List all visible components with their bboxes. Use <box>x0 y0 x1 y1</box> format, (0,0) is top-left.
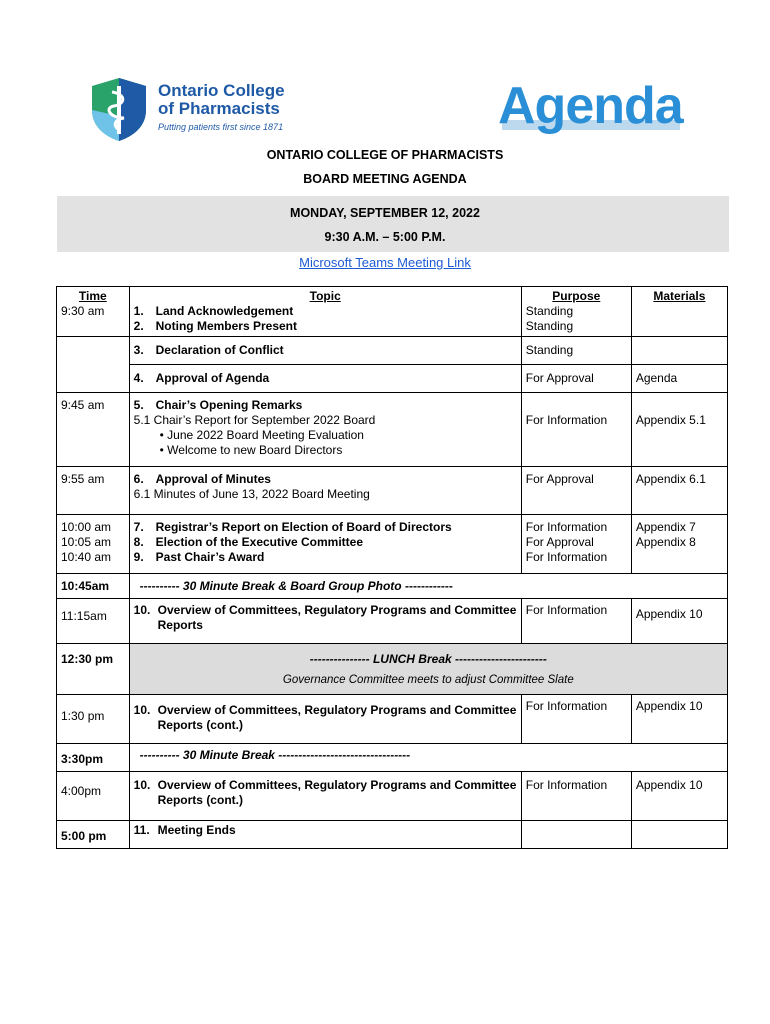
topic-cell: 4. Approval of Agenda <box>129 365 521 393</box>
time-value: 10:40 am <box>61 550 112 564</box>
agenda-item: Approval of Agenda <box>155 371 270 385</box>
time-cell: 4:00pm <box>57 772 130 821</box>
topic-cell: 11. Meeting Ends <box>129 821 521 849</box>
topic-cell: 6. Approval of Minutes 6.1 Minutes of June 13, 2022 Board Meeting <box>129 467 521 515</box>
table-row <box>57 287 728 337</box>
table-row <box>57 599 728 644</box>
table-row <box>57 574 728 599</box>
purpose-cell: For Information For Approval For Information <box>521 515 631 574</box>
materials-cell <box>631 337 727 365</box>
topic-cell: 10. Overview of Committees, Regulatory Programs and Committee Reports (cont.) <box>129 772 521 821</box>
org-tagline: Putting patients first since 1871 <box>158 122 284 132</box>
agenda-wordmark: Agenda <box>498 77 683 135</box>
materials-cell: Agenda <box>631 365 727 393</box>
purpose-cell: For Information <box>521 599 631 644</box>
header-purpose: Purpose <box>552 289 601 303</box>
topic-cell: 10. Overview of Committees, Regulatory Programs and Committee Reports (cont.) <box>129 695 521 744</box>
time-cell: 10:45am <box>57 574 130 599</box>
materials-cell: Appendix 10 <box>631 599 727 644</box>
ocp-logo <box>90 76 310 146</box>
table-row <box>57 467 728 515</box>
table-row <box>57 337 728 365</box>
agenda-item: Approval of Minutes <box>155 472 271 486</box>
sub-item: 6.1 Minutes of June 13, 2022 Board Meeting <box>133 487 370 501</box>
agenda-item: Overview of Committees, Regulatory Programs and Committee Reports <box>157 603 517 632</box>
purpose-cell: For Information <box>521 772 631 821</box>
purpose-cell: For Approval <box>521 467 631 515</box>
purpose-value: Standing <box>525 304 574 318</box>
agenda-item: Declaration of Conflict <box>155 343 284 357</box>
doc-title: BOARD MEETING AGENDA <box>303 172 467 186</box>
time-cell: 11:15am <box>57 599 130 644</box>
table-row <box>57 821 728 849</box>
time-cell <box>57 365 130 393</box>
header-time: Time <box>78 289 107 303</box>
materials-cell: Appendix 10 <box>631 695 727 744</box>
time-cell: 9:55 am <box>57 467 130 515</box>
header-materials: Materials <box>653 289 706 303</box>
materials-cell <box>631 287 727 337</box>
meeting-date: MONDAY, SEPTEMBER 12, 2022 <box>290 206 480 220</box>
agenda-item: 7. Registrar’s Report on Election of Board of Directors <box>133 520 452 534</box>
topic-cell: 5. Chair’s Opening Remarks 5.1 Chair’s Report for September 2022 Board • June 2022 Board Meeting Evaluation • Welcome to new Board Directors <box>129 393 521 467</box>
org-name <box>158 82 285 118</box>
time-cell: 1:30 pm <box>57 695 130 744</box>
purpose-cell: For Information <box>521 393 631 467</box>
agenda-item: 1. Land Acknowledgement <box>133 304 294 318</box>
topic-cell <box>129 515 521 574</box>
agenda-item: Overview of Committees, Regulatory Programs and Committee Reports (cont.) <box>157 703 517 732</box>
materials-cell: Appendix 6.1 <box>631 467 727 515</box>
agenda-item: 9. Past Chair’s Award <box>133 550 265 564</box>
topic-cell: 10. Overview of Committees, Regulatory Programs and Committee Reports <box>129 599 521 644</box>
shield-logo-icon <box>90 76 148 142</box>
meeting-time: 9:30 A.M. – 5:00 P.M. <box>324 230 446 244</box>
purpose-cell: For Information <box>521 695 631 744</box>
purpose-cell <box>521 821 631 849</box>
time-cell <box>57 515 130 574</box>
table-row <box>57 393 728 467</box>
agenda-item: Chair’s Opening Remarks <box>155 398 303 412</box>
table-row <box>57 365 728 393</box>
header-topic: Topic <box>309 289 341 303</box>
purpose-cell <box>521 287 631 337</box>
bullet-item: • Welcome to new Board Directors <box>159 443 343 457</box>
time-value: 10:00 am <box>61 520 112 534</box>
bullet-item: • June 2022 Board Meeting Evaluation <box>159 428 364 442</box>
agenda-table <box>56 286 728 849</box>
purpose-cell: Standing <box>521 337 631 365</box>
materials-cell: Appendix 10 <box>631 772 727 821</box>
org-name-line2: of Pharmacists <box>158 99 280 118</box>
agenda-item: Meeting Ends <box>157 823 236 837</box>
topic-cell <box>129 287 521 337</box>
agenda-item: 2. Noting Members Present <box>133 319 298 333</box>
time-cell: 5:00 pm <box>57 821 130 849</box>
agenda-item: Overview of Committees, Regulatory Programs and Committee Reports (cont.) <box>157 778 517 807</box>
materials-cell: Appendix 7 Appendix 8 <box>631 515 727 574</box>
time-cell: 12:30 pm <box>57 644 130 695</box>
table-row <box>57 695 728 744</box>
purpose-value: Standing <box>525 319 574 333</box>
doc-title-org: ONTARIO COLLEGE OF PHARMACISTS <box>266 148 504 162</box>
table-row <box>57 515 728 574</box>
lunch-break-text: --------------- LUNCH Break ----------------------- <box>309 652 547 666</box>
table-row <box>57 644 728 695</box>
time-cell <box>57 337 130 365</box>
table-row <box>57 744 728 772</box>
lunch-row <box>129 644 727 695</box>
agenda-item: 8. Election of the Executive Committee <box>133 535 364 549</box>
org-name-line1: Ontario College <box>158 81 285 100</box>
break-row-text: ---------- 30 Minute Break & Board Group Photo ------------ <box>129 574 727 599</box>
teams-meeting-link[interactable]: Microsoft Teams Meeting Link <box>299 255 471 270</box>
topic-cell: 3. Declaration of Conflict <box>129 337 521 365</box>
time-cell <box>57 287 130 337</box>
lunch-note: Governance Committee meets to adjust Committee Slate <box>282 674 574 686</box>
purpose-cell: For Approval <box>521 365 631 393</box>
materials-cell: Appendix 5.1 <box>631 393 727 467</box>
time-value: 9:30 am <box>61 304 105 318</box>
time-cell: 3:30pm <box>57 744 130 772</box>
break-row-text: ---------- 30 Minute Break --------------------------------- <box>129 744 727 772</box>
sub-item: 5.1 Chair’s Report for September 2022 Board <box>133 413 376 427</box>
time-value: 10:05 am <box>61 535 112 549</box>
materials-cell <box>631 821 727 849</box>
time-cell: 9:45 am <box>57 393 130 467</box>
table-row <box>57 772 728 821</box>
